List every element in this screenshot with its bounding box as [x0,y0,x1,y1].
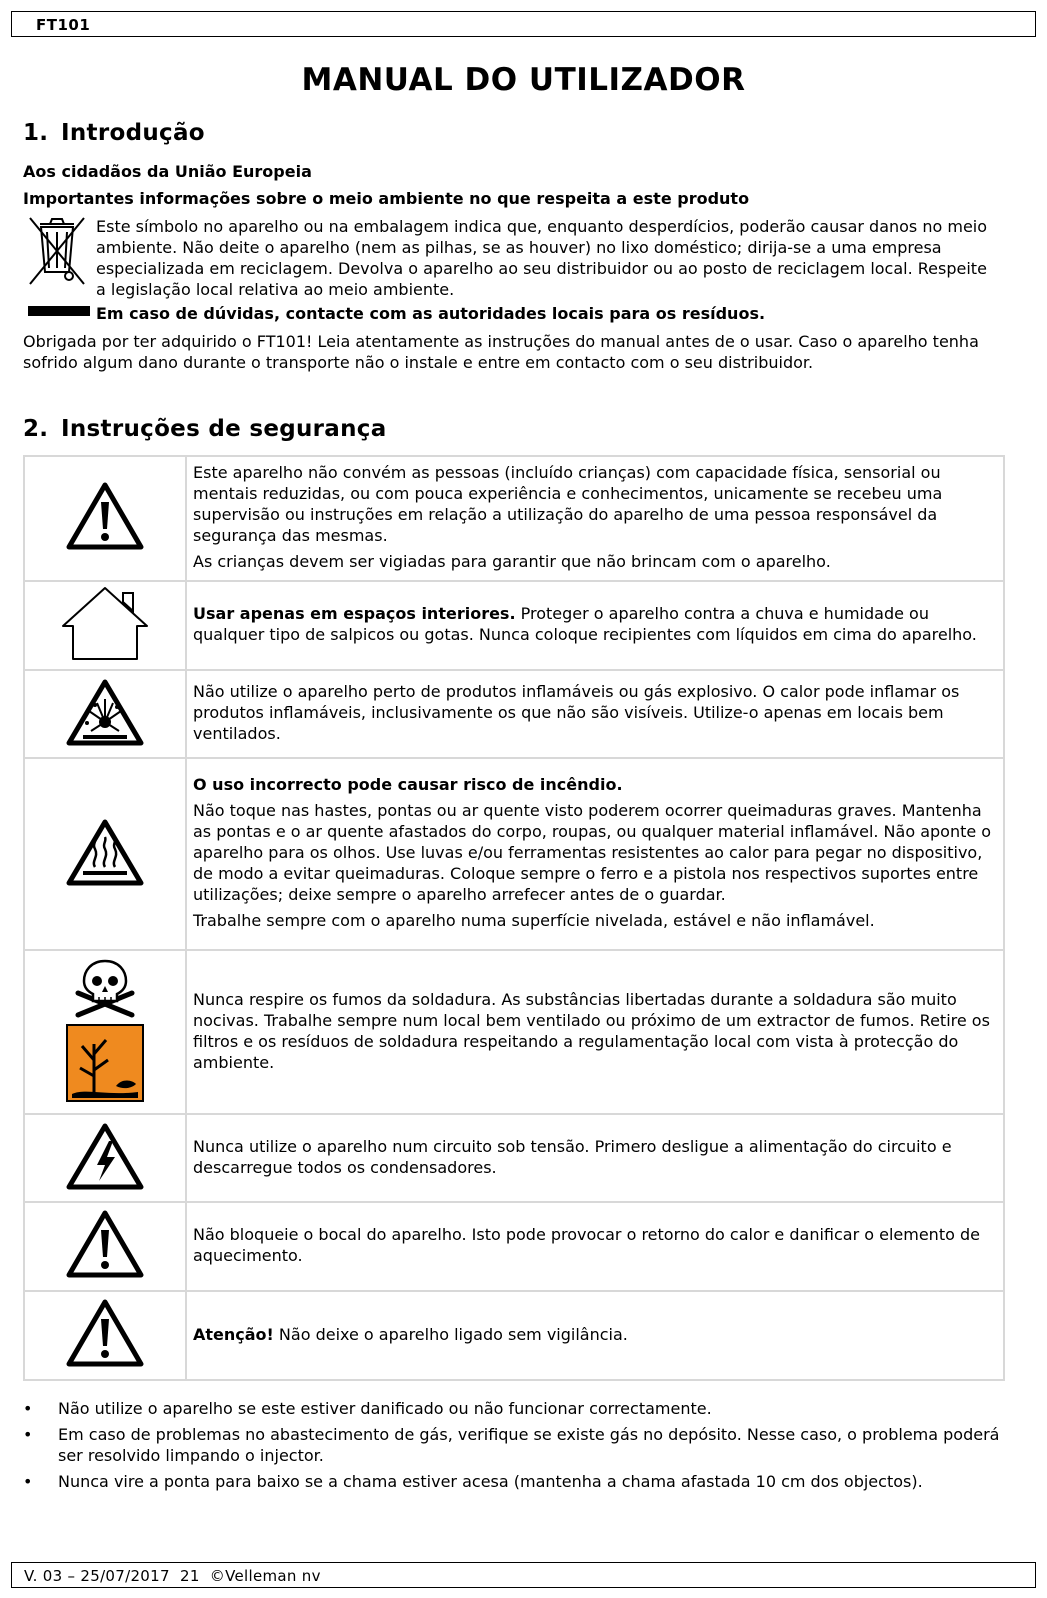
safety-table [23,455,1005,1381]
list-item: • Em caso de problemas no abastecimento de gás, verifique se existe gás no depósito. Nesse caso, o problema poderá ser resolvido limpando o injector. [23,1424,1013,1466]
safety-text: Trabalhe sempre com o aparelho numa superfície nivelada, estável e não inflamável. [193,911,875,930]
electric-shock-icon [65,1176,145,1195]
list-item: • Nunca vire a ponta para baixo se a chama estiver acesa (mantenha a chama afastada 10 cm dos objectos). [23,1471,1013,1492]
footer-text: V. 03 – 25/07/2017 21 ©Velleman nv [24,1567,321,1585]
safety-text: As crianças devem ser vigiadas para garantir que não brincam com o aparelho. [193,552,831,571]
safety-row [24,1291,1004,1380]
safety-row [24,456,1004,581]
safety-row [24,670,1004,758]
safety-text: Proteger o aparelho contra a chuva e humidade ou qualquer tipo de salpicos ou gotas. Nunca coloque recipientes com líquidos em cima do aparelho. [193,604,977,644]
section-1-heading: 1. Introdução [23,120,205,146]
environment-hazard-icon [66,1024,144,1107]
safety-text: Este aparelho não convém as pessoas (incluído crianças) com capacidade física, sensorial ou mentais reduzidas, ou com pouca experiência e conhecimentos, unicamente se recebeu uma supervisão ou instruções em relação a utilização do aparelho de uma pessoa responsável da segurança das mesmas. [193,463,943,545]
safety-row [24,1202,1004,1291]
safety-bold: Usar apenas em espaços interiores. [193,604,516,623]
safety-text: Não utilize o aparelho perto de produtos inflamáveis ou gás explosivo. O calor pode inflamar os produtos inflamáveis, inclusivamente os que não são visíveis. Utilize-o apenas em locais bem ventilados. [193,682,960,743]
header-model: FT101 [36,16,91,34]
weee-underline-bar [28,306,90,316]
page-title: MANUAL DO UTILIZADOR [301,62,746,98]
eu-citizens-subheading: Aos cidadãos da União Europeia [23,162,312,181]
weee-bin-icon [26,214,88,292]
environment-subheading: Importantes informações sobre o meio ambiente no que respeita a este produto [23,189,750,208]
safety-text: Não deixe o aparelho ligado sem vigilância. [273,1324,628,1344]
page-header [11,11,1036,37]
list-item: • Não utilize o aparelho se este estiver danificado ou não funcionar correctamente. [23,1398,1013,1419]
safety-text: Nunca respire os fumos da soldadura. As substâncias libertadas durante a soldadura são muito nocivas. Trabalhe sempre num local bem ventilado ou próximo de um extractor de fumos. Retire os filtros e os resíduos de soldadura respeitando a regulamentação local com vista à protecção do ambiente. [193,989,990,1072]
safety-text: Não bloqueie o bocal do aparelho. Isto pode provocar o retorno do calor e danificar o elemento de aquecimento. [193,1225,980,1265]
warning-icon [65,1354,145,1373]
section-2-heading: 2. Instruções de segurança [23,416,387,442]
safety-row [24,758,1004,950]
safety-row [24,1114,1004,1202]
bullet-list [23,1398,1013,1497]
contact-note: Em caso de dúvidas, contacte com as autoridades locais para os resíduos. [96,304,766,323]
indoor-house-icon [59,647,151,666]
safety-text: Nunca utilize o aparelho num circuito sob tensão. Primero desligue a alimentação do circuito e descarregue todos os condensadores. [193,1136,952,1177]
thanks-paragraph: Obrigada por ter adquirido o FT101! Leia atentamente as instruções do manual antes de o usar. Caso o aparelho tenha sofrido algum dano durante o transporte não o instale e entre em contacto com o seu distribuidor. [23,332,979,372]
weee-text: Este símbolo no aparelho ou na embalagem indica que, enquanto desperdícios, poderão causar danos no meio ambiente. Não deite o aparelho (nem as pilhas, se as houver) no lixo doméstico; dirija-se a uma empresa especializada em reciclagem. Devolva o aparelho ao seu distribuidor ou ao posto de reciclagem local. Respeite a legislação local relativa ao meio ambiente. [96,217,988,299]
safety-row [24,950,1004,1114]
warning-icon [65,1265,145,1284]
explosive-icon [65,732,145,751]
safety-row [24,581,1004,670]
hot-surface-icon [65,872,145,891]
safety-text: Não toque nas hastes, pontas ou ar quente visto poderem ocorrer queimaduras graves. Mantenha as pontas e o ar quente afastados do corpo, roupas, ou qualquer material inflamável. Não aponte o aparelho para os olhos. Use luvas e/ou ferramentas resistentes ao calor para pegar no dispositivo, de modo a evitar queimaduras. Coloque sempre o ferro e a pistola nos respectivos suportes entre utilizações; deixe sempre o aparelho arrefecer antes de o guardar. [193,801,992,904]
safety-bold: O uso incorrecto pode causar risco de incêndio. [193,775,623,794]
safety-bold: Atenção! [193,1324,274,1344]
toxic-skull-icon [70,957,140,1024]
page-footer [11,1562,1036,1588]
warning-icon [65,537,145,556]
